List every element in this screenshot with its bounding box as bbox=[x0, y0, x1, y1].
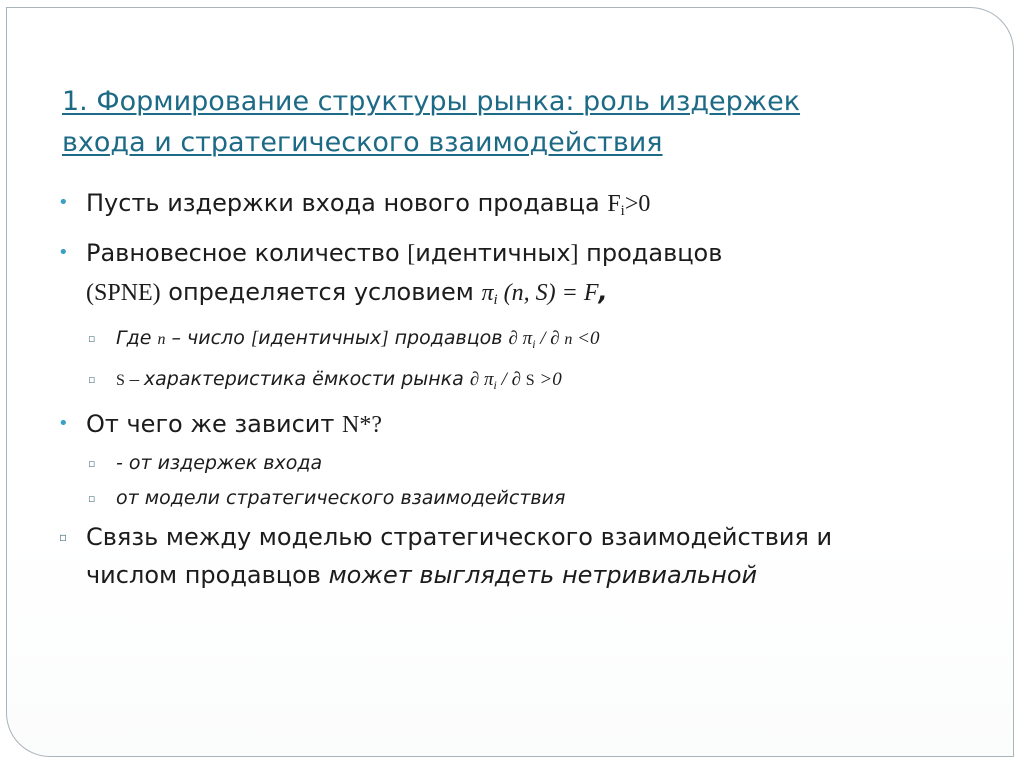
bullet-equilibrium bbox=[56, 234, 956, 319]
sub-text: от модели стратегического взаимодействия bbox=[116, 487, 566, 509]
bullet-square-icon: ▫ bbox=[88, 457, 96, 470]
sub-text-b: – число bbox=[165, 327, 251, 349]
sub-bullet-model bbox=[56, 483, 956, 514]
bullet-entry-costs bbox=[56, 184, 956, 230]
math-comma: , bbox=[598, 278, 608, 306]
bullet-line-2b: может выглядеть нетривиальной bbox=[328, 561, 758, 589]
bullet-square-icon: ▫ bbox=[88, 332, 96, 345]
bullet-square-icon: ▫ bbox=[88, 373, 96, 386]
bullet-link bbox=[56, 518, 956, 594]
sub-bullet-s bbox=[56, 364, 956, 401]
slide-body bbox=[56, 184, 956, 598]
sub-text-a: Где bbox=[116, 327, 158, 349]
math-n2: n bbox=[564, 331, 573, 348]
partial-2: / ∂ bbox=[496, 369, 526, 390]
math-pi-sub: i bbox=[493, 292, 498, 308]
title-line-2: входа и стратегического взаимодействия bbox=[62, 127, 663, 158]
bullet-dot-icon: • bbox=[58, 413, 69, 434]
bullet-line-2a: числом продавцов bbox=[86, 561, 329, 589]
sub-dash: – bbox=[124, 369, 144, 390]
partial-1: ∂ bbox=[508, 328, 523, 349]
bullet-text: От чего же зависит bbox=[86, 410, 342, 438]
math-args: (n, S) = F bbox=[497, 280, 599, 306]
math-pi: π bbox=[522, 328, 533, 349]
bullet-dot-icon: • bbox=[58, 242, 69, 263]
slide-title bbox=[62, 81, 942, 163]
sub-bullet-n bbox=[56, 323, 956, 360]
bullet-text-c: определяется условием bbox=[160, 278, 482, 306]
bullet-text: Пусть издержки входа нового продавца bbox=[86, 189, 608, 217]
bracket-open: [ bbox=[407, 241, 416, 267]
sub-word: идентичных bbox=[258, 327, 382, 349]
bracket-word: идентичных bbox=[415, 239, 571, 267]
math-pi-sub: i bbox=[493, 379, 497, 392]
sub-text: - от издержек входа bbox=[116, 452, 323, 474]
math-n: n bbox=[157, 331, 166, 348]
math-s2: S bbox=[525, 372, 535, 389]
math-pi-sub: i bbox=[532, 338, 536, 351]
bracket-close: ] bbox=[570, 241, 579, 267]
partial-1: ∂ bbox=[469, 369, 484, 390]
spne-label: (SPNE) bbox=[86, 280, 161, 306]
bullet-text: Равновесное количество bbox=[86, 239, 408, 267]
bullet-square-icon: ▫ bbox=[88, 492, 96, 505]
bullet-question bbox=[56, 405, 956, 444]
math-F: F bbox=[607, 191, 621, 217]
sub-text-c: продавцов bbox=[388, 327, 509, 349]
bullet-square-icon: ▫ bbox=[59, 530, 68, 544]
math-s: S bbox=[116, 372, 125, 389]
bracket-open: [ bbox=[250, 328, 259, 349]
bullet-text-b: продавцов bbox=[578, 239, 723, 267]
math-pi: π bbox=[481, 280, 494, 306]
inequality: <0 bbox=[572, 328, 600, 349]
math-sub-i: i bbox=[620, 203, 625, 219]
bracket-close: ] bbox=[381, 328, 389, 349]
bullet-line-1: Связь между моделью стратегического взаимодействия и bbox=[86, 523, 833, 551]
title-line-1: 1. Формирование структуры рынка: роль издержек bbox=[62, 86, 801, 117]
bullet-dot-icon: • bbox=[58, 192, 69, 213]
sub-text-a: характеристика ёмкости рынка bbox=[143, 368, 470, 390]
math-tail: >0 bbox=[624, 191, 651, 217]
sub-bullet-entry-costs bbox=[56, 448, 956, 479]
partial-2: / ∂ bbox=[535, 328, 565, 349]
n-star: N*? bbox=[342, 412, 382, 438]
inequality: >0 bbox=[534, 369, 562, 390]
math-pi: π bbox=[483, 369, 494, 390]
